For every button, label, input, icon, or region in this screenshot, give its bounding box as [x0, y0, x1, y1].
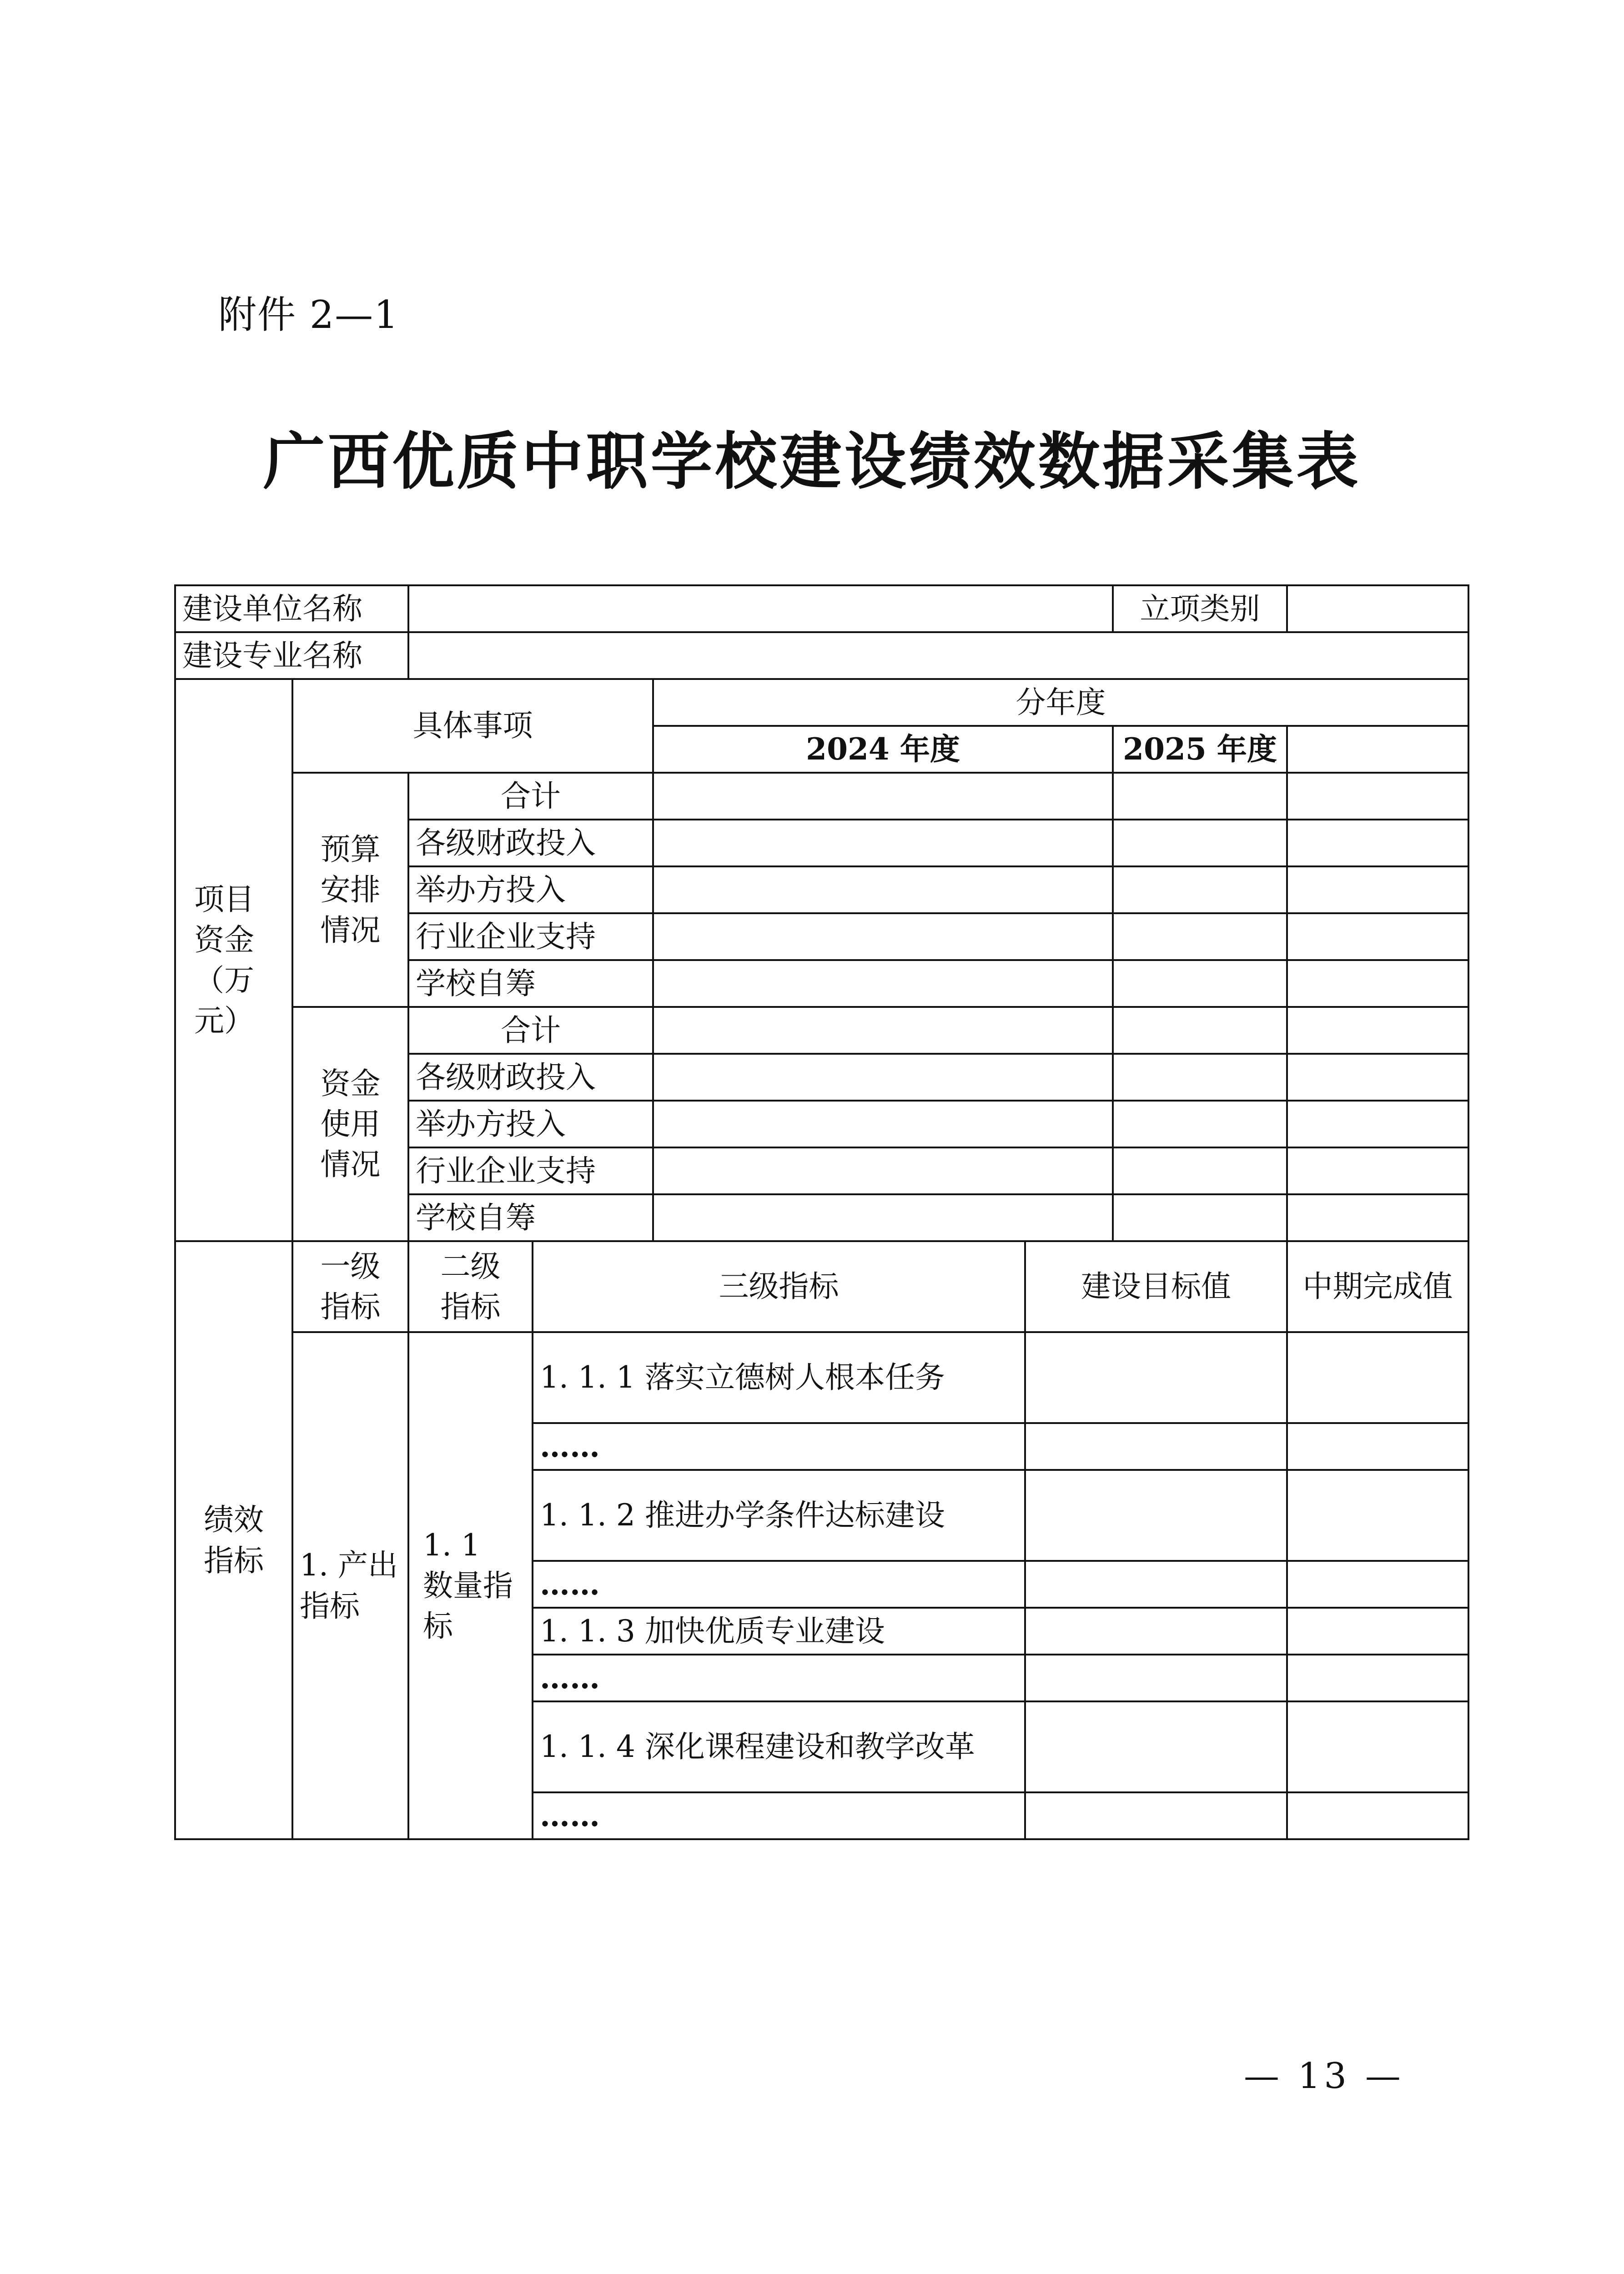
indicator-item: ……	[533, 1792, 1025, 1839]
year-extra-header	[1287, 726, 1468, 773]
budget-row-label: 举办方投入	[408, 866, 653, 913]
level1-header: 一级指标	[292, 1241, 408, 1332]
usage-cell-2025[interactable]	[1113, 1007, 1287, 1054]
target-cell[interactable]	[1025, 1332, 1287, 1423]
major-name-label: 建设专业名称	[175, 632, 408, 679]
page-number: — 13 —	[1244, 2056, 1404, 2097]
usage-cell-2024[interactable]	[653, 1147, 1113, 1194]
usage-row-label: 举办方投入	[408, 1101, 653, 1147]
usage-cell-extra[interactable]	[1287, 1007, 1468, 1054]
usage-group-label: 资金使用情况	[292, 1007, 408, 1241]
level2-header: 二级指标	[408, 1241, 533, 1332]
performance-section-label: 绩效指标	[175, 1241, 292, 1839]
usage-cell-extra[interactable]	[1287, 1054, 1468, 1101]
budget-cell-2024[interactable]	[653, 960, 1113, 1007]
midterm-header: 中期完成值	[1287, 1241, 1468, 1332]
indicator-item: 1. 1. 2 推进办学条件达标建设	[533, 1470, 1025, 1561]
budget-cell-2024[interactable]	[653, 820, 1113, 866]
unit-name-field[interactable]	[408, 585, 1113, 632]
midterm-cell[interactable]	[1287, 1792, 1468, 1839]
year-2025-header: 2025 年度	[1113, 726, 1287, 773]
midterm-cell[interactable]	[1287, 1332, 1468, 1423]
usage-row-label: 各级财政投入	[408, 1054, 653, 1101]
attachment-label: 附件 2—1	[218, 292, 399, 337]
by-year-header: 分年度	[653, 679, 1468, 726]
budget-cell-extra[interactable]	[1287, 960, 1468, 1007]
target-cell[interactable]	[1025, 1792, 1287, 1839]
budget-cell-extra[interactable]	[1287, 866, 1468, 913]
midterm-cell[interactable]	[1287, 1561, 1468, 1608]
budget-group-label: 预算安排情况	[292, 773, 408, 1007]
indicator-item: ……	[533, 1423, 1025, 1470]
usage-cell-2025[interactable]	[1113, 1054, 1287, 1101]
budget-cell-2024[interactable]	[653, 866, 1113, 913]
budget-cell-extra[interactable]	[1287, 773, 1468, 820]
budget-row-label: 合计	[408, 773, 653, 820]
indicator-item: ……	[533, 1561, 1025, 1608]
budget-cell-2024[interactable]	[653, 913, 1113, 960]
budget-cell-2025[interactable]	[1113, 773, 1287, 820]
usage-row-label: 学校自筹	[408, 1194, 653, 1241]
level2-value: 1. 1 数量指标	[408, 1332, 533, 1839]
major-name-field[interactable]	[408, 632, 1468, 679]
target-cell[interactable]	[1025, 1608, 1287, 1655]
usage-cell-extra[interactable]	[1287, 1194, 1468, 1241]
budget-cell-extra[interactable]	[1287, 820, 1468, 866]
midterm-cell[interactable]	[1287, 1423, 1468, 1470]
page-title: 广西优质中职学校建设绩效数据采集表	[263, 426, 1361, 498]
usage-cell-2025[interactable]	[1113, 1147, 1287, 1194]
midterm-cell[interactable]	[1287, 1608, 1468, 1655]
indicator-item: 1. 1. 1 落实立德树人根本任务	[533, 1332, 1025, 1423]
usage-cell-2024[interactable]	[653, 1054, 1113, 1101]
target-cell[interactable]	[1025, 1701, 1287, 1792]
budget-row-label: 行业企业支持	[408, 913, 653, 960]
item-header: 具体事项	[292, 679, 653, 773]
midterm-cell[interactable]	[1287, 1655, 1468, 1701]
level1-value: 1. 产出指标	[292, 1332, 408, 1839]
usage-cell-2024[interactable]	[653, 1194, 1113, 1241]
indicator-item: 1. 1. 3 加快优质专业建设	[533, 1608, 1025, 1655]
year-2024-header: 2024 年度	[653, 726, 1113, 773]
midterm-cell[interactable]	[1287, 1470, 1468, 1561]
usage-row-label: 合计	[408, 1007, 653, 1054]
indicator-item: ……	[533, 1655, 1025, 1701]
usage-cell-2024[interactable]	[653, 1101, 1113, 1147]
target-cell[interactable]	[1025, 1470, 1287, 1561]
budget-row-label: 各级财政投入	[408, 820, 653, 866]
data-collection-table	[174, 584, 1469, 1840]
budget-cell-2025[interactable]	[1113, 820, 1287, 866]
usage-cell-2025[interactable]	[1113, 1101, 1287, 1147]
budget-row-label: 学校自筹	[408, 960, 653, 1007]
funds-section-label: 项目资金（万元）	[175, 679, 292, 1241]
target-cell[interactable]	[1025, 1655, 1287, 1701]
unit-name-label: 建设单位名称	[175, 585, 408, 632]
project-type-field[interactable]	[1287, 585, 1468, 632]
indicator-item: 1. 1. 4 深化课程建设和教学改革	[533, 1701, 1025, 1792]
target-cell[interactable]	[1025, 1561, 1287, 1608]
budget-cell-2024[interactable]	[653, 773, 1113, 820]
budget-cell-extra[interactable]	[1287, 913, 1468, 960]
usage-cell-extra[interactable]	[1287, 1101, 1468, 1147]
budget-cell-2025[interactable]	[1113, 866, 1287, 913]
midterm-cell[interactable]	[1287, 1701, 1468, 1792]
usage-cell-2024[interactable]	[653, 1007, 1113, 1054]
target-header: 建设目标值	[1025, 1241, 1287, 1332]
level3-header: 三级指标	[533, 1241, 1025, 1332]
usage-cell-extra[interactable]	[1287, 1147, 1468, 1194]
project-type-label: 立项类别	[1113, 585, 1287, 632]
usage-row-label: 行业企业支持	[408, 1147, 653, 1194]
budget-cell-2025[interactable]	[1113, 913, 1287, 960]
usage-cell-2025[interactable]	[1113, 1194, 1287, 1241]
budget-cell-2025[interactable]	[1113, 960, 1287, 1007]
target-cell[interactable]	[1025, 1423, 1287, 1470]
